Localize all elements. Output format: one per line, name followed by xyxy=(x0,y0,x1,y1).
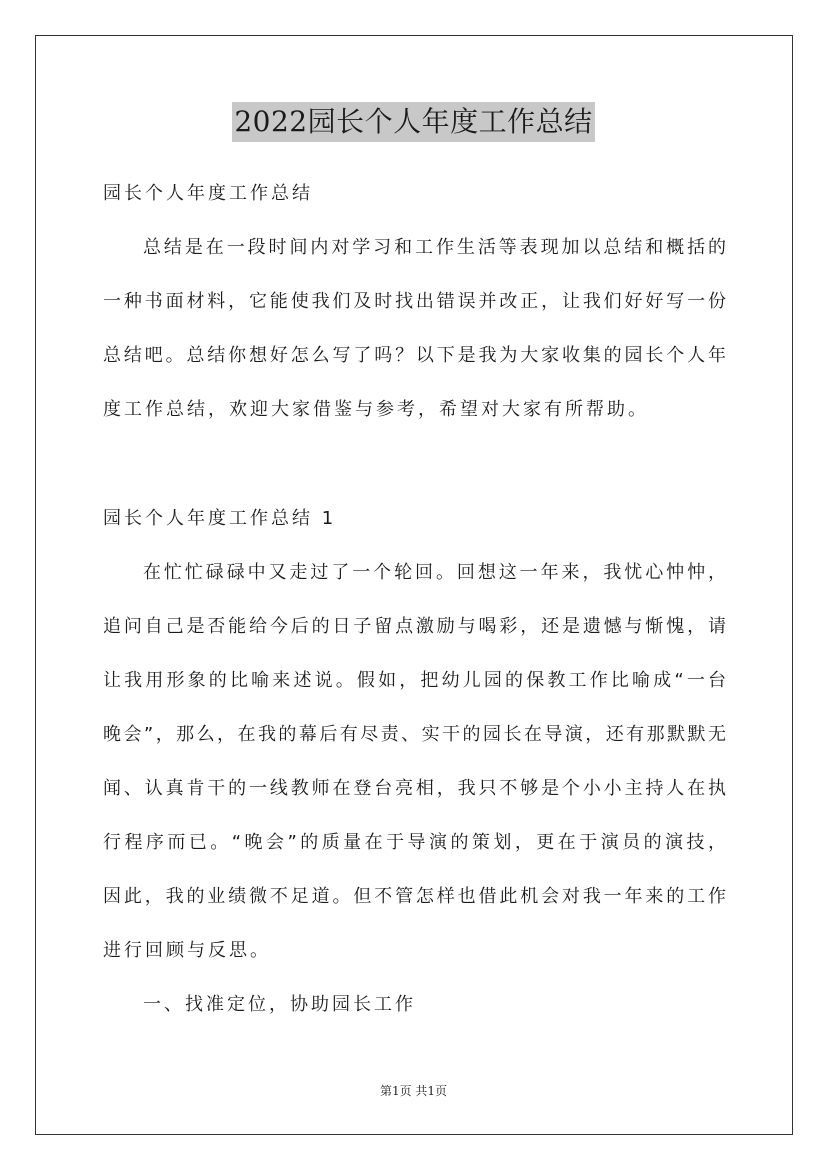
document-title: 2022园长个人年度工作总结 xyxy=(232,102,594,142)
subheading: 一、找准定位，协助园长工作 xyxy=(143,994,416,1015)
section-heading: 园长个人年度工作总结 1 xyxy=(103,508,337,529)
body-line: 晚会”，那么，在我的幕后有尽责、实干的园长在导演，还有那默默无 xyxy=(103,724,728,745)
document-subtitle: 园长个人年度工作总结 xyxy=(103,183,313,204)
body-line: 追问自己是否能给今后的日子留点激励与喝彩，还是遗憾与惭愧，请 xyxy=(103,616,728,637)
body-line: 因此，我的业绩微不足道。但不管怎样也借此机会对我一年来的工作 xyxy=(103,886,728,907)
intro-line: 度工作总结，欢迎大家借鉴与参考，希望对大家有所帮助。 xyxy=(103,399,649,420)
body-line: 让我用形象的比喻来述说。假如，把幼儿园的保教工作比喻成“一台 xyxy=(103,670,728,691)
intro-line: 一种书面材料，它能使我们及时找出错误并改正，让我们好好写一份 xyxy=(103,291,728,312)
intro-line: 总结是在一段时间内对学习和工作生活等表现加以总结和概括的 xyxy=(143,237,728,258)
body-line: 在忙忙碌碌中又走过了一个轮回。回想这一年来，我忧心忡忡， xyxy=(143,562,728,583)
page-footer: 第1页 共1页 xyxy=(379,1084,448,1098)
body-line: 闻、认真肯干的一线教师在登台亮相，我只不够是个小小主持人在执 xyxy=(103,778,728,799)
body-line: 行程序而已。“晚会”的质量在于导演的策划，更在于演员的演技， xyxy=(103,832,728,853)
title-wrap xyxy=(0,102,827,142)
body-line: 进行回顾与反思。 xyxy=(103,940,271,961)
intro-line: 总结吧。总结你想好怎么写了吗？以下是我为大家收集的园长个人年 xyxy=(103,345,728,366)
